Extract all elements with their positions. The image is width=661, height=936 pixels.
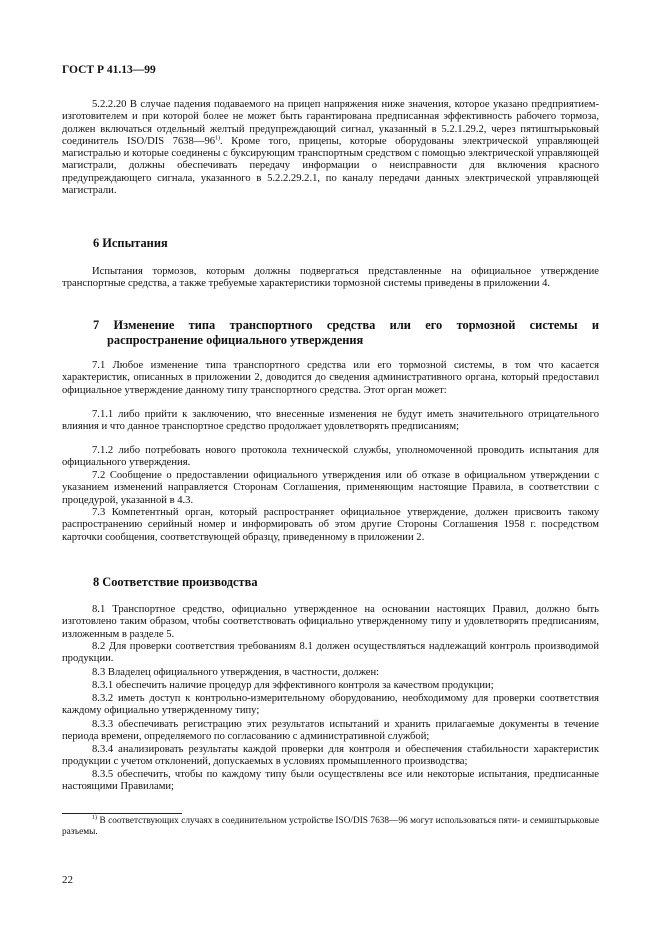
section-8-heading: 8 Соответствие производства [93,575,258,589]
page-number: 22 [62,874,73,886]
section-7-heading-line1: 7 Изменение типа транспортного средства или его тормозной системы и [93,318,599,332]
footnote-mark: 1) [92,814,97,821]
section-7-heading-line2: распространение официального утверждения [107,333,364,347]
footnote [62,816,599,838]
paragraph-7-1: 7.1 Любое изменение типа транспортного средства или его тормозной системы, в том что касается характеристик, описанных в приложении 2, доводится до сведения административного органа, который предоставил официальное утверждение данному типу транспортного средства. Этот орган может: [62,360,599,396]
paragraph-8-1: 8.1 Транспортное средство, официально утвержденное на основании настоящих Правил, должно быть изготовлено таким образом, чтобы соответствовать официально утвержденному типу и удовлетворять предписаниям, изложенным в разделе 5. [62,604,599,640]
paragraph-8-3-3: 8.3.3 обеспечивать регистрацию этих результатов испытаний и хранить прилагаемые документы в течение периода времени, определяемого по согласованию с административной службой; [62,719,599,743]
footnote-divider [62,813,182,814]
paragraph-8-3-2: 8.3.2 иметь доступ к контрольно-измерительному оборудованию, необходимому для проверки соответствия каждому официально утвержденному типу; [62,693,599,717]
paragraph-7-3: 7.3 Компетентный орган, который распространяет официальное утверждение, должен присвоить такому распространению серийный номер и информировать об этом другие Стороны Соглашения 1958 г. посредством карточки сообщения, соответствующей образцу, приведенному в приложении 2. [62,507,599,543]
paragraph-7-1-1: 7.1.1 либо прийти к заключению, что внесенные изменения не будут иметь значительного отрицательного влияния и что данное транспортное средство продолжает удовлетворять предписаниям; [62,409,599,433]
document-header: ГОСТ Р 41.13—99 [62,64,156,76]
paragraph-7-2: 7.2 Сообщение о предоставлении официального утверждения или об отказе в официальном утверждении с указанием изменений направляется Сторонам Соглашения, применяющим настоящие Правила, в соответствии с процедурой, указанной в 4.3. [62,470,599,506]
paragraph-8-3-1: 8.3.1 обеспечить наличие процедур для эффективного контроля за качеством продукции; [92,680,494,691]
paragraph-8-2: 8.2 Для проверки соответствия требованиям 8.1 должен осуществляться надлежащий контроль производимой продукции. [62,641,599,665]
paragraph-text-continued: . Кроме того, прицепы, которые оборудованы электрической управляющей магистралью и которые соединены с буксирующим транспортным средством с помощью электрической управляющей магистрали, должны обеспечивать передачу информации о неисправности для включения красного предупреждающего сигнала, указанного в 5.2.2.29.2.1, по каналу передачи данных электрической управляющей магистрали. [62,135,599,197]
section-6-heading: 6 Испытания [93,236,168,250]
paragraph-8-3: 8.3 Владелец официального утверждения, в частности, должен: [92,667,380,678]
paragraph-5-2-2-20 [62,99,599,197]
paragraph-7-1-2: 7.1.2 либо потребовать нового протокола технической службы, уполномоченной проводить испытания для официального утверждения. [62,445,599,469]
paragraph-8-3-5: 8.3.5 обеспечить, чтобы по каждому типу были осуществлены все или некоторые испытания, предписанные настоящими Правилами; [62,769,599,793]
paragraph-8-3-4: 8.3.4 анализировать результаты каждой проверки для контроля и обеспечения стабильности характеристик продукции с учетом отклонений, допускаемых в условиях промышленного производства; [62,744,599,768]
footnote-reference: 1) [215,135,221,142]
section-6-paragraph: Испытания тормозов, которым должны подвергаться представленные на официальное утверждение транспортные средства, а также требуемые характеристики тормозной системы приведены в приложении 4. [62,266,599,290]
paragraph-text: 5.2.2.20 В случае падения подаваемого на прицеп напряжения ниже значения, которое указано предприятием-изготовителем и при которой более не может быть гарантирована предписанная эффективность рабочего тормоза, должен включаться отдельный желтый предупреждающий сигнал, указанный в 5.2.1.29.2, через пятиштырьковый соединитель ISO/DIS 7638—96 [62,99,599,147]
footnote-text: В соответствующих случаях в соединительном устройстве ISO/DIS 7638—96 могут использоваться пяти- и семиштырьковые разъемы. [62,816,599,837]
